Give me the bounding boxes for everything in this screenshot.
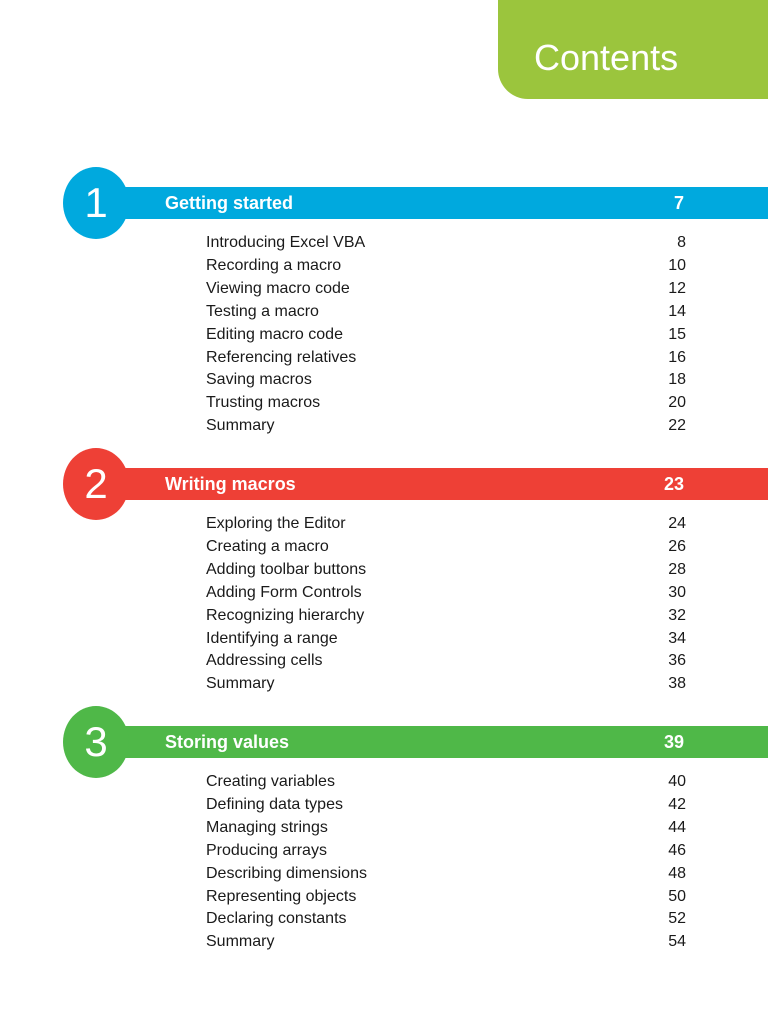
toc-entry-page: 46 bbox=[668, 842, 686, 859]
toc-entry[interactable] bbox=[206, 816, 686, 839]
toc-entry[interactable] bbox=[206, 277, 686, 300]
toc-entry[interactable] bbox=[206, 346, 686, 369]
toc-entry-page: 16 bbox=[668, 349, 686, 366]
toc-entry[interactable] bbox=[206, 368, 686, 391]
toc-entry-label: Defining data types bbox=[206, 796, 343, 813]
toc-entry-label: Addressing cells bbox=[206, 652, 323, 669]
toc-entry-page: 10 bbox=[668, 257, 686, 274]
toc-entry-label: Recording a macro bbox=[206, 257, 342, 274]
toc-entry-page: 38 bbox=[668, 675, 686, 692]
toc-entry-label: Producing arrays bbox=[206, 842, 327, 859]
toc-entry-page: 18 bbox=[668, 371, 686, 388]
chapter-3-number-badge: 3 bbox=[63, 706, 129, 778]
toc-entry-page: 32 bbox=[668, 607, 686, 624]
toc-entry-label: Referencing relatives bbox=[206, 349, 357, 366]
toc-entry-page: 12 bbox=[668, 280, 686, 297]
toc-entry[interactable] bbox=[206, 300, 686, 323]
toc-entry[interactable] bbox=[206, 907, 686, 930]
toc-entry-label: Summary bbox=[206, 933, 275, 950]
toc-entry[interactable] bbox=[206, 231, 686, 254]
toc-entry-label: Representing objects bbox=[206, 888, 357, 905]
toc-entry[interactable] bbox=[206, 581, 686, 604]
toc-entry[interactable] bbox=[206, 930, 686, 953]
toc-entry-page: 30 bbox=[668, 584, 686, 601]
toc-entry[interactable] bbox=[206, 885, 686, 908]
toc-entry-label: Adding toolbar buttons bbox=[206, 561, 367, 578]
toc-entry-label: Testing a macro bbox=[206, 303, 319, 320]
toc-entry-label: Recognizing hierarchy bbox=[206, 607, 365, 624]
toc-entry[interactable] bbox=[206, 254, 686, 277]
toc-entry-label: Viewing macro code bbox=[206, 280, 350, 297]
toc-entry-page: 22 bbox=[668, 417, 686, 434]
toc-entry-label: Declaring constants bbox=[206, 910, 347, 927]
toc-entry-page: 52 bbox=[668, 910, 686, 927]
toc-entry-page: 36 bbox=[668, 652, 686, 669]
toc-entry-label: Describing dimensions bbox=[206, 865, 367, 882]
toc-entry-page: 8 bbox=[677, 234, 686, 251]
toc-entry[interactable] bbox=[206, 627, 686, 650]
toc-entry-label: Adding Form Controls bbox=[206, 584, 362, 601]
toc-entry[interactable] bbox=[206, 770, 686, 793]
toc-entry-page: 14 bbox=[668, 303, 686, 320]
toc-entry[interactable] bbox=[206, 649, 686, 672]
toc-entry-label: Exploring the Editor bbox=[206, 515, 346, 532]
toc-entry-page: 54 bbox=[668, 933, 686, 950]
toc-entry-label: Summary bbox=[206, 417, 275, 434]
toc-entry-label: Saving macros bbox=[206, 371, 312, 388]
chapter-2-page: 23 bbox=[663, 474, 684, 494]
toc-entry-label: Editing macro code bbox=[206, 326, 343, 343]
toc-entry-page: 50 bbox=[668, 888, 686, 905]
toc-entry-page: 34 bbox=[668, 630, 686, 647]
toc-entry-label: Creating variables bbox=[206, 773, 335, 790]
toc-entry[interactable] bbox=[206, 512, 686, 535]
toc-entry[interactable] bbox=[206, 793, 686, 816]
toc-entry-label: Creating a macro bbox=[206, 538, 329, 555]
toc-entry-label: Managing strings bbox=[206, 819, 328, 836]
toc-entry-page: 28 bbox=[668, 561, 686, 578]
toc-entry[interactable] bbox=[206, 604, 686, 627]
toc-entry-page: 44 bbox=[668, 819, 686, 836]
chapter-1-number-badge: 1 bbox=[63, 167, 129, 239]
toc-entry-page: 26 bbox=[668, 538, 686, 555]
toc-entry[interactable] bbox=[206, 414, 686, 437]
page-title: Contents bbox=[534, 37, 679, 78]
toc-entry[interactable] bbox=[206, 558, 686, 581]
toc-entry-page: 40 bbox=[668, 773, 686, 790]
toc-entry-page: 15 bbox=[668, 326, 686, 343]
toc-entry[interactable] bbox=[206, 672, 686, 695]
chapter-1-page: 7 bbox=[673, 193, 684, 213]
chapter-3-page: 39 bbox=[663, 732, 684, 752]
toc-entry-label: Summary bbox=[206, 675, 275, 692]
toc-entry[interactable] bbox=[206, 839, 686, 862]
toc-entry[interactable] bbox=[206, 391, 686, 414]
chapter-2-title[interactable]: Writing macros bbox=[165, 474, 296, 494]
toc-entry-label: Trusting macros bbox=[206, 394, 321, 411]
toc-entry-page: 48 bbox=[668, 865, 686, 882]
toc-entry[interactable] bbox=[206, 862, 686, 885]
toc-entry-page: 42 bbox=[668, 796, 686, 813]
chapter-3-title[interactable]: Storing values bbox=[165, 732, 290, 752]
toc-entry-page: 24 bbox=[668, 515, 686, 532]
toc-entry[interactable] bbox=[206, 323, 686, 346]
toc-entry-page: 20 bbox=[668, 394, 686, 411]
toc-entry-label: Identifying a range bbox=[206, 630, 338, 647]
chapter-1-title[interactable]: Getting started bbox=[165, 193, 294, 213]
toc-entry-label: Introducing Excel VBA bbox=[206, 234, 366, 251]
chapter-2-number-badge: 2 bbox=[63, 448, 129, 520]
toc-entry[interactable] bbox=[206, 535, 686, 558]
